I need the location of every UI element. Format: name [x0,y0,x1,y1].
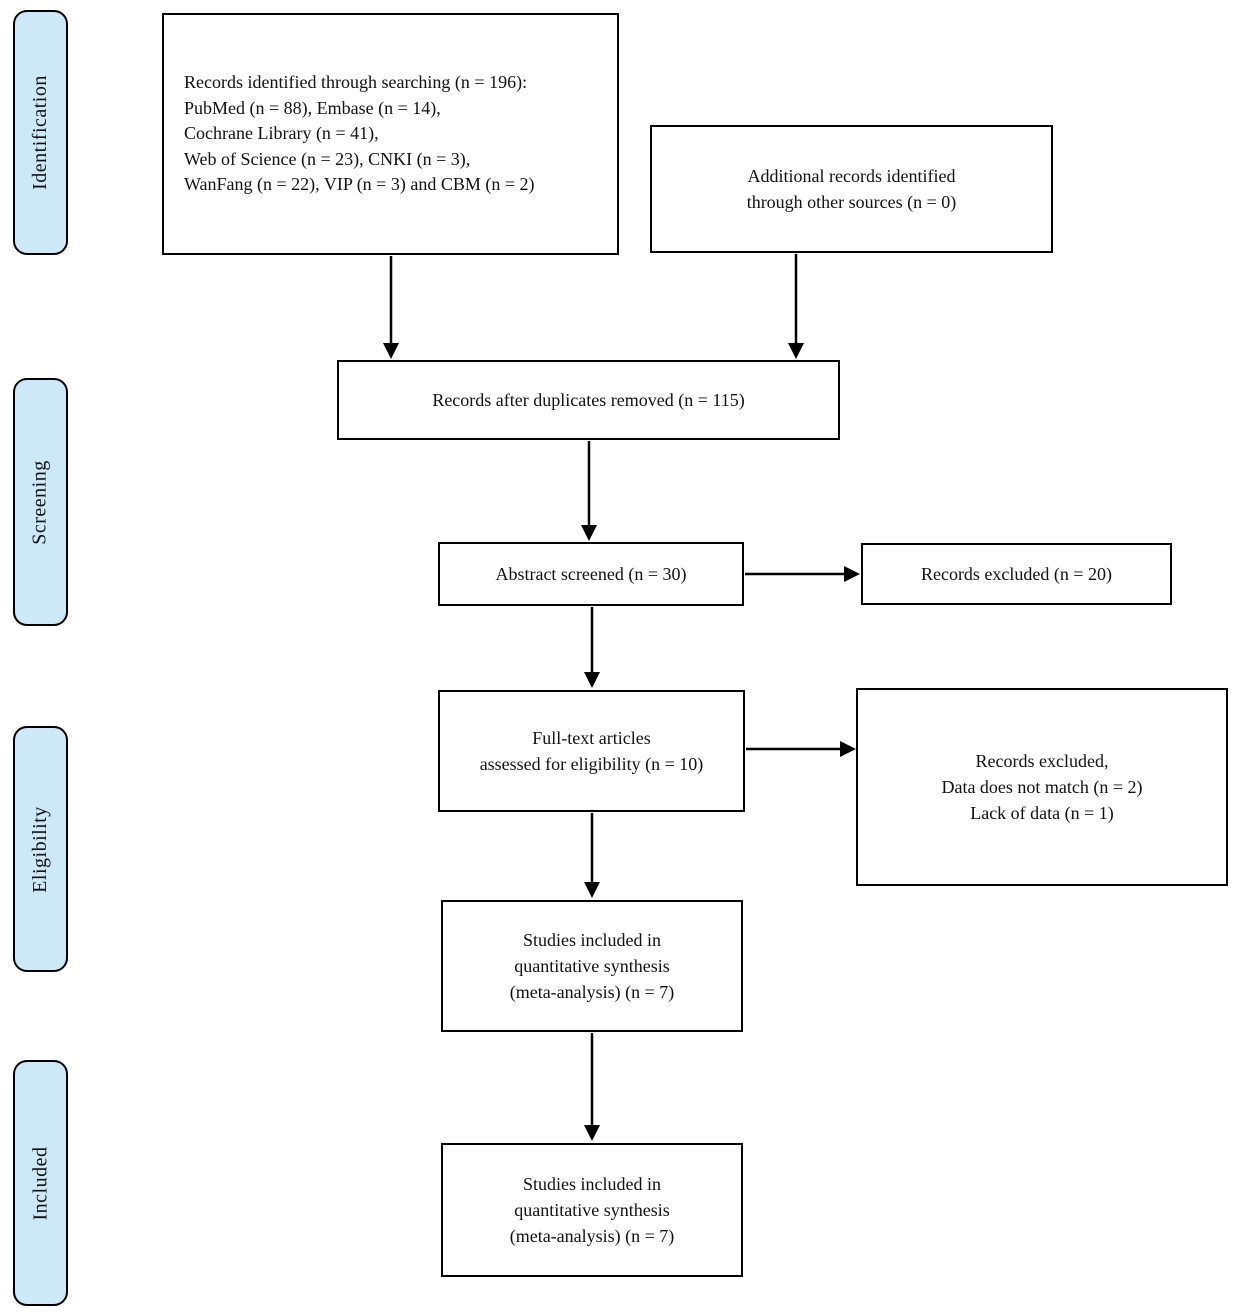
arrow-additional-to-duplicates [788,254,804,359]
box-text-line: Additional records identified [747,166,956,186]
box-text-line: Studies included in [523,1174,661,1194]
box-text-line: Lack of data (n = 1) [970,803,1114,823]
arrow-abstract-to-fulltext [584,607,600,688]
box-text-line: quantitative synthesis [514,956,670,976]
box-records-excluded-screening [861,543,1172,605]
box-text-line: (meta-analysis) (n = 7) [509,982,675,1002]
box-text-line: quantitative synthesis [514,1200,670,1220]
stage-label-eligibility [13,726,68,972]
stage-label-screening [13,378,68,626]
box-text-line: Data does not match (n = 2) [941,777,1143,797]
box-text-line: Web of Science (n = 23), CNKI (n = 3), [184,148,471,169]
box-text-line: Cochrane Library (n = 41), [184,123,379,144]
arrow-abstract-to-excluded [745,566,860,582]
arrow-included1-to-included2 [584,1033,600,1141]
box-text-line: Abstract screened (n = 30) [495,564,687,584]
arrow-duplicates-to-abstract [581,441,597,541]
box-text-line: Records excluded (n = 20) [920,564,1113,584]
box-records-after-duplicates [337,360,840,440]
stage-label-included [13,1060,68,1306]
box-abstract-screened [438,542,744,606]
box-records-excluded-eligibility [856,688,1228,886]
arrow-fulltext-to-excluded [746,741,856,757]
box-records-identified [162,13,619,255]
box-text-line: PubMed (n = 88), Embase (n = 14), [184,97,441,118]
stage-label-screening-text: Screening [29,459,52,545]
stage-label-identification-text: Identification [29,75,52,190]
box-text-line: Records after duplicates removed (n = 115) [432,390,745,410]
stage-label-eligibility-text: Eligibility [29,805,51,893]
box-text-line: assessed for eligibility (n = 10) [479,754,704,774]
box-text-line: through other sources (n = 0) [746,192,957,212]
box-text-line: Records excluded, [975,751,1109,771]
stage-label-included-text: Included [29,1146,52,1220]
box-text-line: (meta-analysis) (n = 7) [509,1226,675,1246]
box-studies-included-quantitative-1 [441,900,743,1032]
arrow-fulltext-to-included1 [584,813,600,898]
arrow-identified-to-duplicates [383,256,399,359]
box-text-line: Studies included in [523,930,661,950]
box-text-line: Records identified through searching (n = 196): [184,72,528,93]
stage-label-identification [13,10,68,255]
box-full-text-assessed [438,690,745,812]
box-text-line: Full-text articles [532,728,651,748]
box-text-line: WanFang (n = 22), VIP (n = 3) and CBM (n = 2) [184,174,535,195]
box-studies-included-quantitative-2 [441,1143,743,1277]
box-additional-records [650,125,1053,253]
